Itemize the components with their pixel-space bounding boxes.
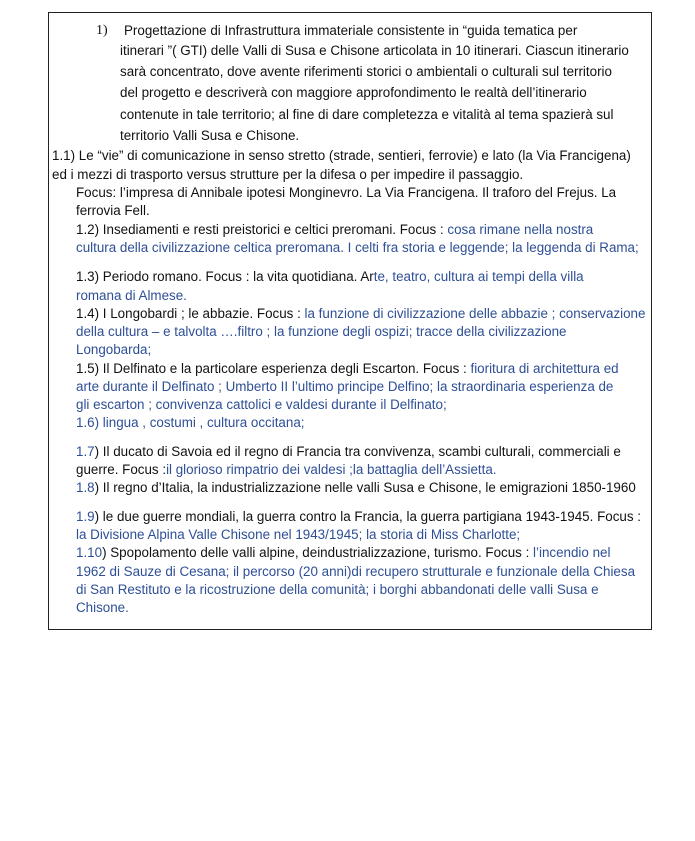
section-1-9-number: 1.9 [76, 509, 95, 524]
section-1-4-line [76, 305, 645, 323]
intro-line: itinerari ”( GTI) delle Valli di Susa e Chisone articolata in 10 itinerari. Ciascun itinerario [120, 43, 629, 58]
section-1-3-line [76, 268, 584, 286]
section-1-5-line [76, 360, 619, 378]
section-1-2-head: 1.2) Insediamenti e resti preistorici e celtici preromani. Focus : [76, 222, 448, 237]
section-1-7-focus: il glorioso rimpatrio dei valdesi ;la battaglia dell’Assietta. [166, 462, 497, 477]
intro-number: 1) [96, 23, 108, 38]
section-1-10-text: ) Spopolamento delle valli alpine, deindustrializzazione, turismo. Focus : [102, 545, 534, 560]
section-1-3-focus: romana di Almese. [76, 288, 187, 303]
section-1-8-text: ) Il regno d’Italia, la industrializzazione nelle valli Susa e Chisone, le emigrazioni 1850-1960 [94, 480, 636, 495]
intro-line: contenute in tale territorio; al fine di dare completezza e vitalità al tema spazierà sul [120, 107, 614, 122]
section-1-10-focus: Chisone. [76, 600, 129, 615]
section-1-1-focus: Focus: l’impresa di Annibale ipotesi Monginevro. La Via Francigena. Il traforo del Frejus. La [76, 185, 617, 200]
section-1-10-focus: di San Restituto e la ricostruzione della comunità; i borghi abbandonati delle valli Susa e [76, 582, 599, 597]
intro-line: territorio Valli Susa e Chisone. [120, 128, 300, 143]
section-1-4-focus: Longobarda; [76, 342, 152, 357]
section-1-3-focus: te, teatro, cultura ai tempi della villa [373, 269, 584, 284]
intro-line: del progetto e descriverà con maggiore approfondimento le realtà dell’itinerario [120, 85, 587, 100]
section-1-4-focus: della cultura – e talvolta ….filtro ; la funzione degli ospizi; tracce della civilizzazione [76, 324, 567, 339]
section-1-9-focus: la Divisione Alpina Valle Chisone nel 1943/1945; la storia di Miss Charlotte; [76, 527, 521, 542]
section-1-10-line [76, 544, 610, 562]
section-1-2-line [76, 221, 593, 239]
section-1-10-number: 1.10 [76, 545, 103, 560]
section-1-5-focus: arte durante il Delfinato ; Umberto II l’ultimo principe Delfino; la straordinaria esperienza de [76, 379, 614, 394]
section-1-3-head: 1.3) Periodo romano. Focus : la vita quotidiana. Ar [76, 269, 374, 284]
intro-line: Progettazione di Infrastruttura immateriale consistente in “guida tematica per [124, 23, 578, 38]
section-1-7-line [76, 443, 621, 461]
section-1-2-focus: cosa rimane nella nostra [447, 222, 594, 237]
section-1-5-focus: gli escarton ; convivenza cattolici e valdesi durante il Delfinato; [76, 397, 447, 412]
section-1-1-line: 1.1) Le “vie” di comunicazione in senso stretto (strade, sentieri, ferrovie) e lato (la Via Francigena) [52, 148, 631, 163]
section-1-2-focus: cultura della civilizzazione celtica preromana. I celti fra storia e leggende; la leggenda di Rama; [76, 240, 639, 255]
section-1-10-focus: l’incendio nel [533, 545, 611, 560]
section-1-4-focus: la funzione di civilizzazione delle abbazie ; conservazione [304, 306, 646, 321]
section-1-7-number: 1.7 [76, 444, 95, 459]
section-1-7-focus-label: guerre. Focus : [76, 462, 167, 477]
section-1-5-focus: fioritura di architettura ed [470, 361, 619, 376]
section-1-5-head: 1.5) Il Delfinato e la particolare esperienza degli Escarton. Focus : [76, 361, 471, 376]
section-1-7-line [76, 461, 497, 479]
section-1-9-line [76, 508, 641, 526]
intro-line: sarà concentrato, dove avente riferimenti storici o ambientali o culturali sul territorio [120, 64, 612, 79]
section-1-10-focus: 1962 di Sauze di Cesana; il percorso (20 anni)di recupero strutturale e funzionale della Chiesa [76, 564, 636, 579]
section-1-1-line: ed i mezzi di trasporto versus strutture per la difesa o per impedire il passaggio. [52, 167, 524, 182]
section-1-7-text: ) Il ducato di Savoia ed il regno di Francia tra convivenza, scambi culturali, commerciali e [94, 444, 621, 459]
section-1-9-text: ) le due guerre mondiali, la guerra contro la Francia, la guerra partigiana 1943-1945. Focus : [94, 509, 641, 524]
section-1-8-line [76, 479, 636, 497]
section-1-1-focus: ferrovia Fell. [76, 203, 150, 218]
section-1-4-head: 1.4) I Longobardi ; le abbazie. Focus : [76, 306, 305, 321]
section-1-6-line: 1.6) lingua , costumi , cultura occitana; [76, 415, 305, 430]
section-1-8-number: 1.8 [76, 480, 95, 495]
